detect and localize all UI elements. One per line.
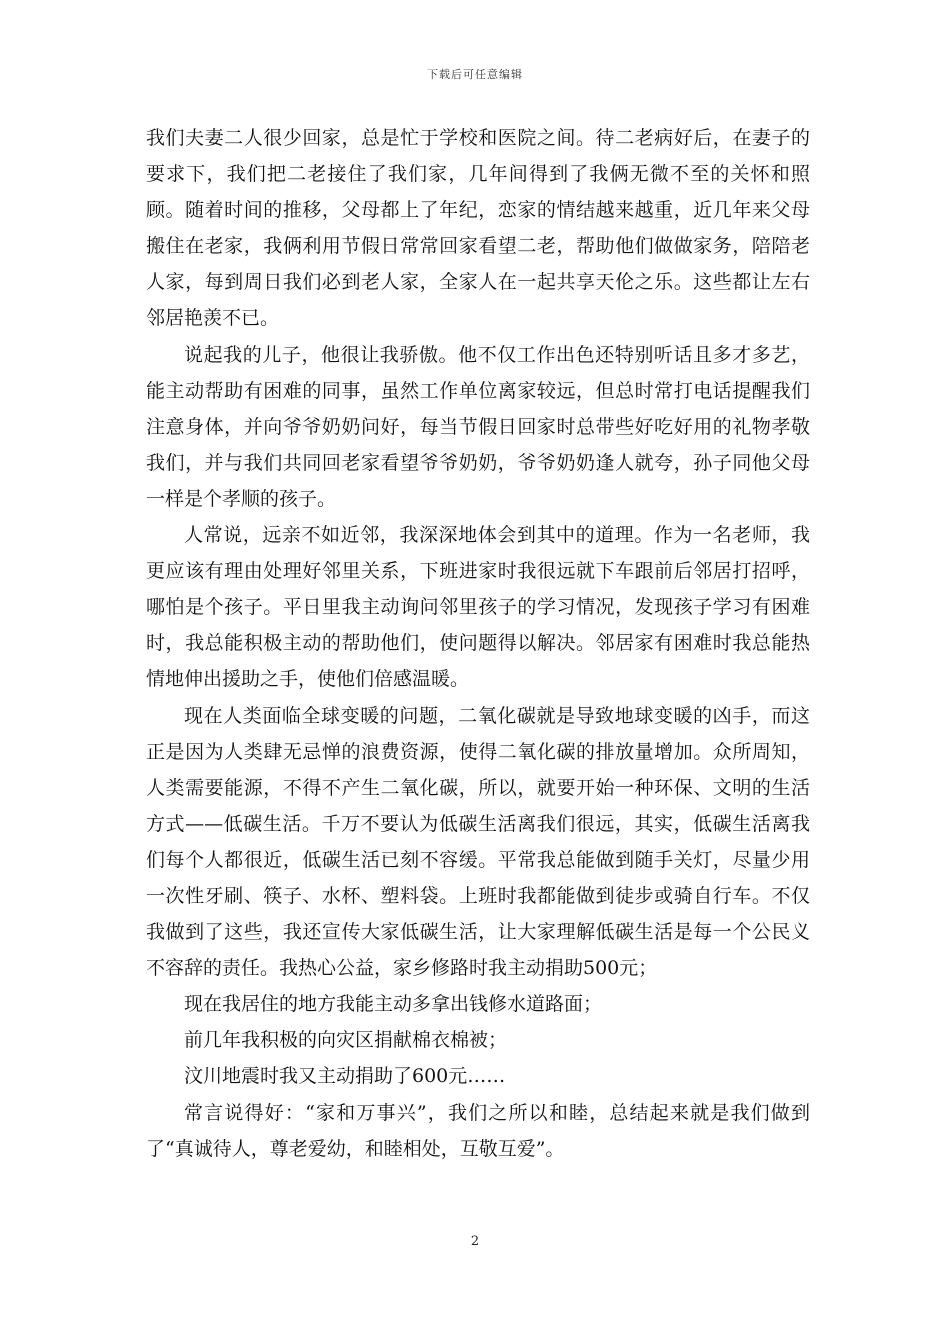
paragraph: 汶川地震时我又主动捐助了600元…… bbox=[184, 1065, 506, 1088]
paragraph: 常言说得好：“家和万事兴”，我们之所以和睦，总结起来就是我们做到了“真诚待人，尊老爱幼，和睦相处，互敬互爱”。 bbox=[146, 1101, 810, 1160]
page-header: 下载后可任意编辑 bbox=[427, 68, 523, 81]
paragraph: 现在人类面临全球变暖的问题，二氧化碳就是导致地球变暖的凶手，而这正是因为人类肆无忌惮的浪费资源，使得二氧化碳的排放量增加。众所周知，人类需要能源，不得不产生二氧化碳，所以，就要开始一种环保、文明的生活方式——低碳生活。千万不要认为低碳生活离我们很远，其实，低碳生活离我们每个人都很近，低碳生活已刻不容缓。平常我总能做到随手关灯，尽量少用一次性牙刷、筷子、水杯、塑料袋。上班时我都能做到徒步或骑自行车。不仅我做到了这些，我还宣传大家低碳生活，让大家理解低碳生活是每一个公民义不容辞的责任。我热心公益，家乡修路时我主动捐助500元； bbox=[146, 704, 810, 980]
document-body bbox=[146, 120, 810, 1167]
page-number: 2 bbox=[470, 1234, 480, 1249]
paragraph: 人常说，远亲不如近邻，我深深地体会到其中的道理。作为一名老师，我更应该有理由处理好邻里关系，下班进家时我很远就下车跟前后邻居打招呼，哪怕是个孩子。平日里我主动询问邻里孩子的学习情况，发现孩子学习有困难时，我总能积极主动的帮助他们，使问题得以解决。邻居家有困难时我总能热情地伸出援助之手，使他们倍感温暖。 bbox=[146, 524, 810, 691]
paragraph: 前几年我积极的向灾区捐献棉衣棉被； bbox=[184, 1029, 508, 1052]
paragraph: 说起我的儿子，他很让我骄傲。他不仅工作出色还特别听话且多才多艺，能主动帮助有困难的同事，虽然工作单位离家较远，但总时常打电话提醒我们注意身体，并向爷爷奶奶问好，每当节假日回家时总带些好吃好用的礼物孝敬我们，并与我们共同回老家看望爷爷奶奶，爷爷奶奶逢人就夸，孙子同他父母一样是个孝顺的孩子。 bbox=[146, 343, 810, 510]
paragraph: 我们夫妻二人很少回家，总是忙于学校和医院之间。待二老病好后，在妻子的要求下，我们把二老接住了我们家，几年间得到了我俩无微不至的关怀和照顾。随着时间的推移，父母都上了年纪，恋家的情结越来越重，近几年来父母搬住在老家，我俩利用节假日常常回家看望二老，帮助他们做做家务，陪陪老人家，每到周日我们必到老人家，全家人在一起共享天伦之乐。这些都让左右邻居艳羡不已。 bbox=[146, 127, 810, 330]
paragraph: 现在我居住的地方我能主动多拿出钱修水道路面； bbox=[184, 993, 603, 1016]
